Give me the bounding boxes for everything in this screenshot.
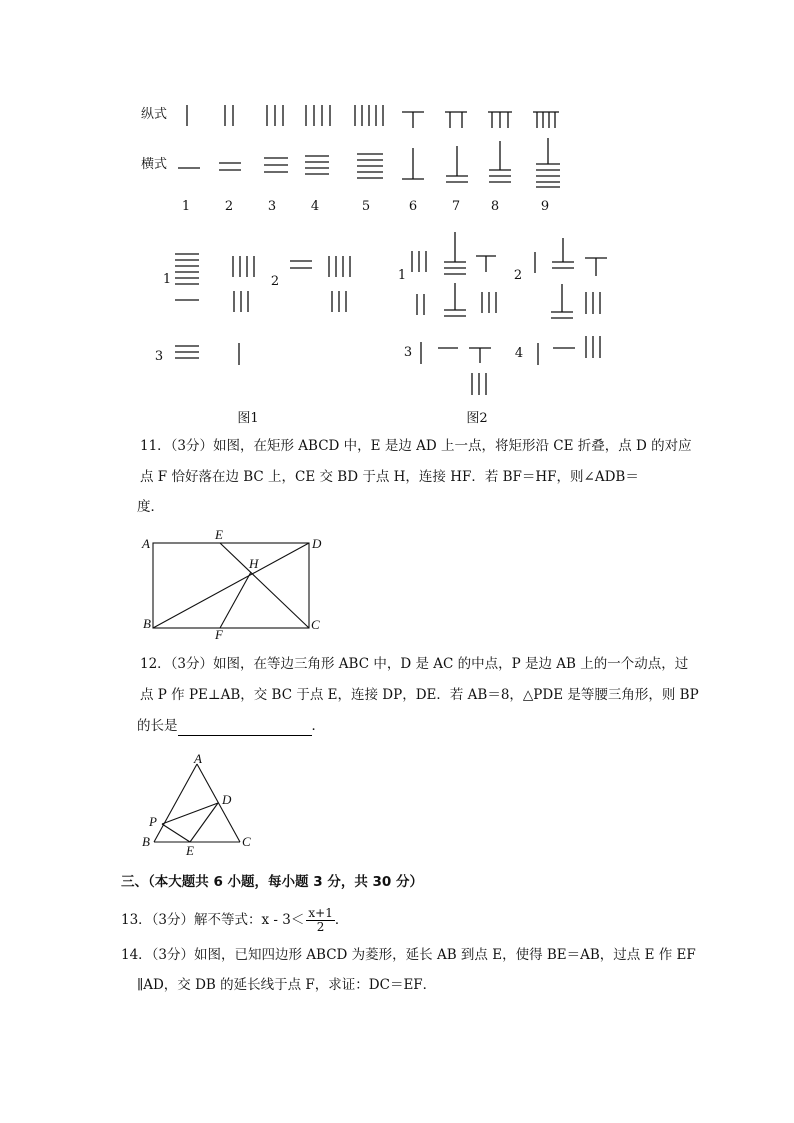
fig2-label-1: 1: [397, 268, 407, 283]
digit-label: 7: [451, 199, 461, 214]
q12-point-D: D: [222, 792, 232, 807]
vertical-row-label: 纵式: [141, 107, 168, 122]
q13-numerator: x+1: [308, 906, 333, 920]
digit-label: 4: [310, 199, 320, 214]
q13-fraction: [306, 907, 334, 934]
q13-line: [121, 905, 348, 935]
digit-label: 2: [224, 199, 234, 214]
q11-point-F: F: [215, 627, 223, 642]
fig1-item-1: [175, 254, 254, 312]
horizontal-rod-7: [446, 146, 468, 182]
horizontal-rod-9: [536, 138, 560, 187]
fig1-label-3: 3: [154, 349, 164, 364]
q12-line-1: 12．（3分）如图，在等边三角形 ABC 中，D 是 AC 的中点，P 是边 AB 上的一个动点，过: [140, 656, 689, 672]
horizontal-row-label: 横式: [141, 157, 168, 172]
vertical-rod-2: [225, 105, 233, 126]
vertical-rod-8: [488, 112, 512, 128]
fig2-item-3: [421, 342, 491, 395]
vertical-rod-9: [533, 112, 559, 128]
q13-suffix: ．: [334, 912, 349, 928]
q12-point-P: P: [149, 814, 157, 829]
fig2-item-2: [535, 238, 607, 318]
fig1-label-2: 2: [270, 274, 280, 289]
fig2-caption: 图2: [466, 411, 488, 426]
q11-point-D: D: [312, 536, 322, 551]
q12-line-3-suffix: ．: [311, 718, 325, 734]
vertical-rod-3: [267, 105, 283, 126]
digit-label: 8: [490, 199, 500, 214]
q12-point-E: E: [186, 843, 194, 858]
answer-blank[interactable]: [178, 721, 312, 736]
fig2-label-3: 3: [403, 345, 413, 360]
q11-point-E: E: [215, 527, 223, 542]
section-3-title: 三、（本大题共 6 小题，每小题 3 分，共 30 分）: [121, 874, 424, 890]
q13-prefix: 13．（3分）解不等式：x - 3＜: [121, 912, 305, 928]
q12-point-A: A: [194, 751, 202, 766]
fig1-item-2: [290, 256, 350, 312]
q11-line-3: 度．: [137, 499, 164, 515]
q11-rectangle-figure: [153, 543, 309, 628]
vertical-rod-5: [355, 105, 383, 126]
digit-label: 3: [267, 199, 277, 214]
digit-label: 1: [181, 199, 191, 214]
q11-line-1: 11．（3分）如图，在矩形 ABCD 中，E 是边 AD 上一点，将矩形沿 CE 折叠，点 D 的对应: [140, 438, 692, 454]
q11-point-A: A: [142, 536, 150, 551]
q12-line-2: 点 P 作 PE⊥AB，交 BC 于点 E，连接 DP，DE．若 AB＝8，△PDE 是等腰三角形，则 BP: [140, 687, 699, 703]
q12-point-B: B: [142, 834, 150, 849]
horizontal-rod-5: [357, 154, 383, 178]
fig2-label-2: 2: [513, 268, 523, 283]
q12-point-C: C: [242, 834, 251, 849]
q12-line-3: [137, 716, 325, 736]
vertical-rod-7: [445, 112, 467, 128]
fig1-caption: 图1: [237, 411, 259, 426]
fig2-item-1: [412, 232, 496, 316]
fig2-label-4: 4: [514, 346, 524, 361]
q11-line-2: 点 F 恰好落在边 BC 上，CE 交 BD 于点 H，连接 HF．若 BF＝HF，则∠ADB＝: [140, 469, 639, 485]
horizontal-rod-2: [219, 163, 241, 170]
vertical-rod-6: [402, 112, 424, 128]
q11-point-B: B: [143, 616, 151, 631]
digit-label: 5: [361, 199, 371, 214]
q14-line-1: 14．（3分）如图，已知四边形 ABCD 为菱形，延长 AB 到点 E，使得 BE＝AB，过点 E 作 EF: [121, 947, 696, 963]
horizontal-rod-6: [402, 148, 424, 179]
q13-denominator: 2: [316, 920, 325, 934]
q11-point-C: C: [311, 617, 320, 632]
horizontal-rod-4: [305, 156, 329, 174]
q12-line-3-prefix: 的长是: [137, 718, 178, 734]
fig1-item-3: [175, 343, 239, 365]
q14-line-2: ∥AD，交 DB 的延长线于点 F，求证：DC＝EF．: [137, 977, 437, 993]
digit-label: 9: [540, 199, 550, 214]
q11-point-H: H: [249, 556, 259, 571]
digit-label: 6: [408, 199, 418, 214]
fig2-item-4: [538, 336, 600, 365]
horizontal-rod-3: [264, 158, 288, 172]
fig1-label-1: 1: [162, 272, 172, 287]
vertical-rod-4: [306, 105, 330, 126]
horizontal-rod-8: [489, 141, 511, 182]
